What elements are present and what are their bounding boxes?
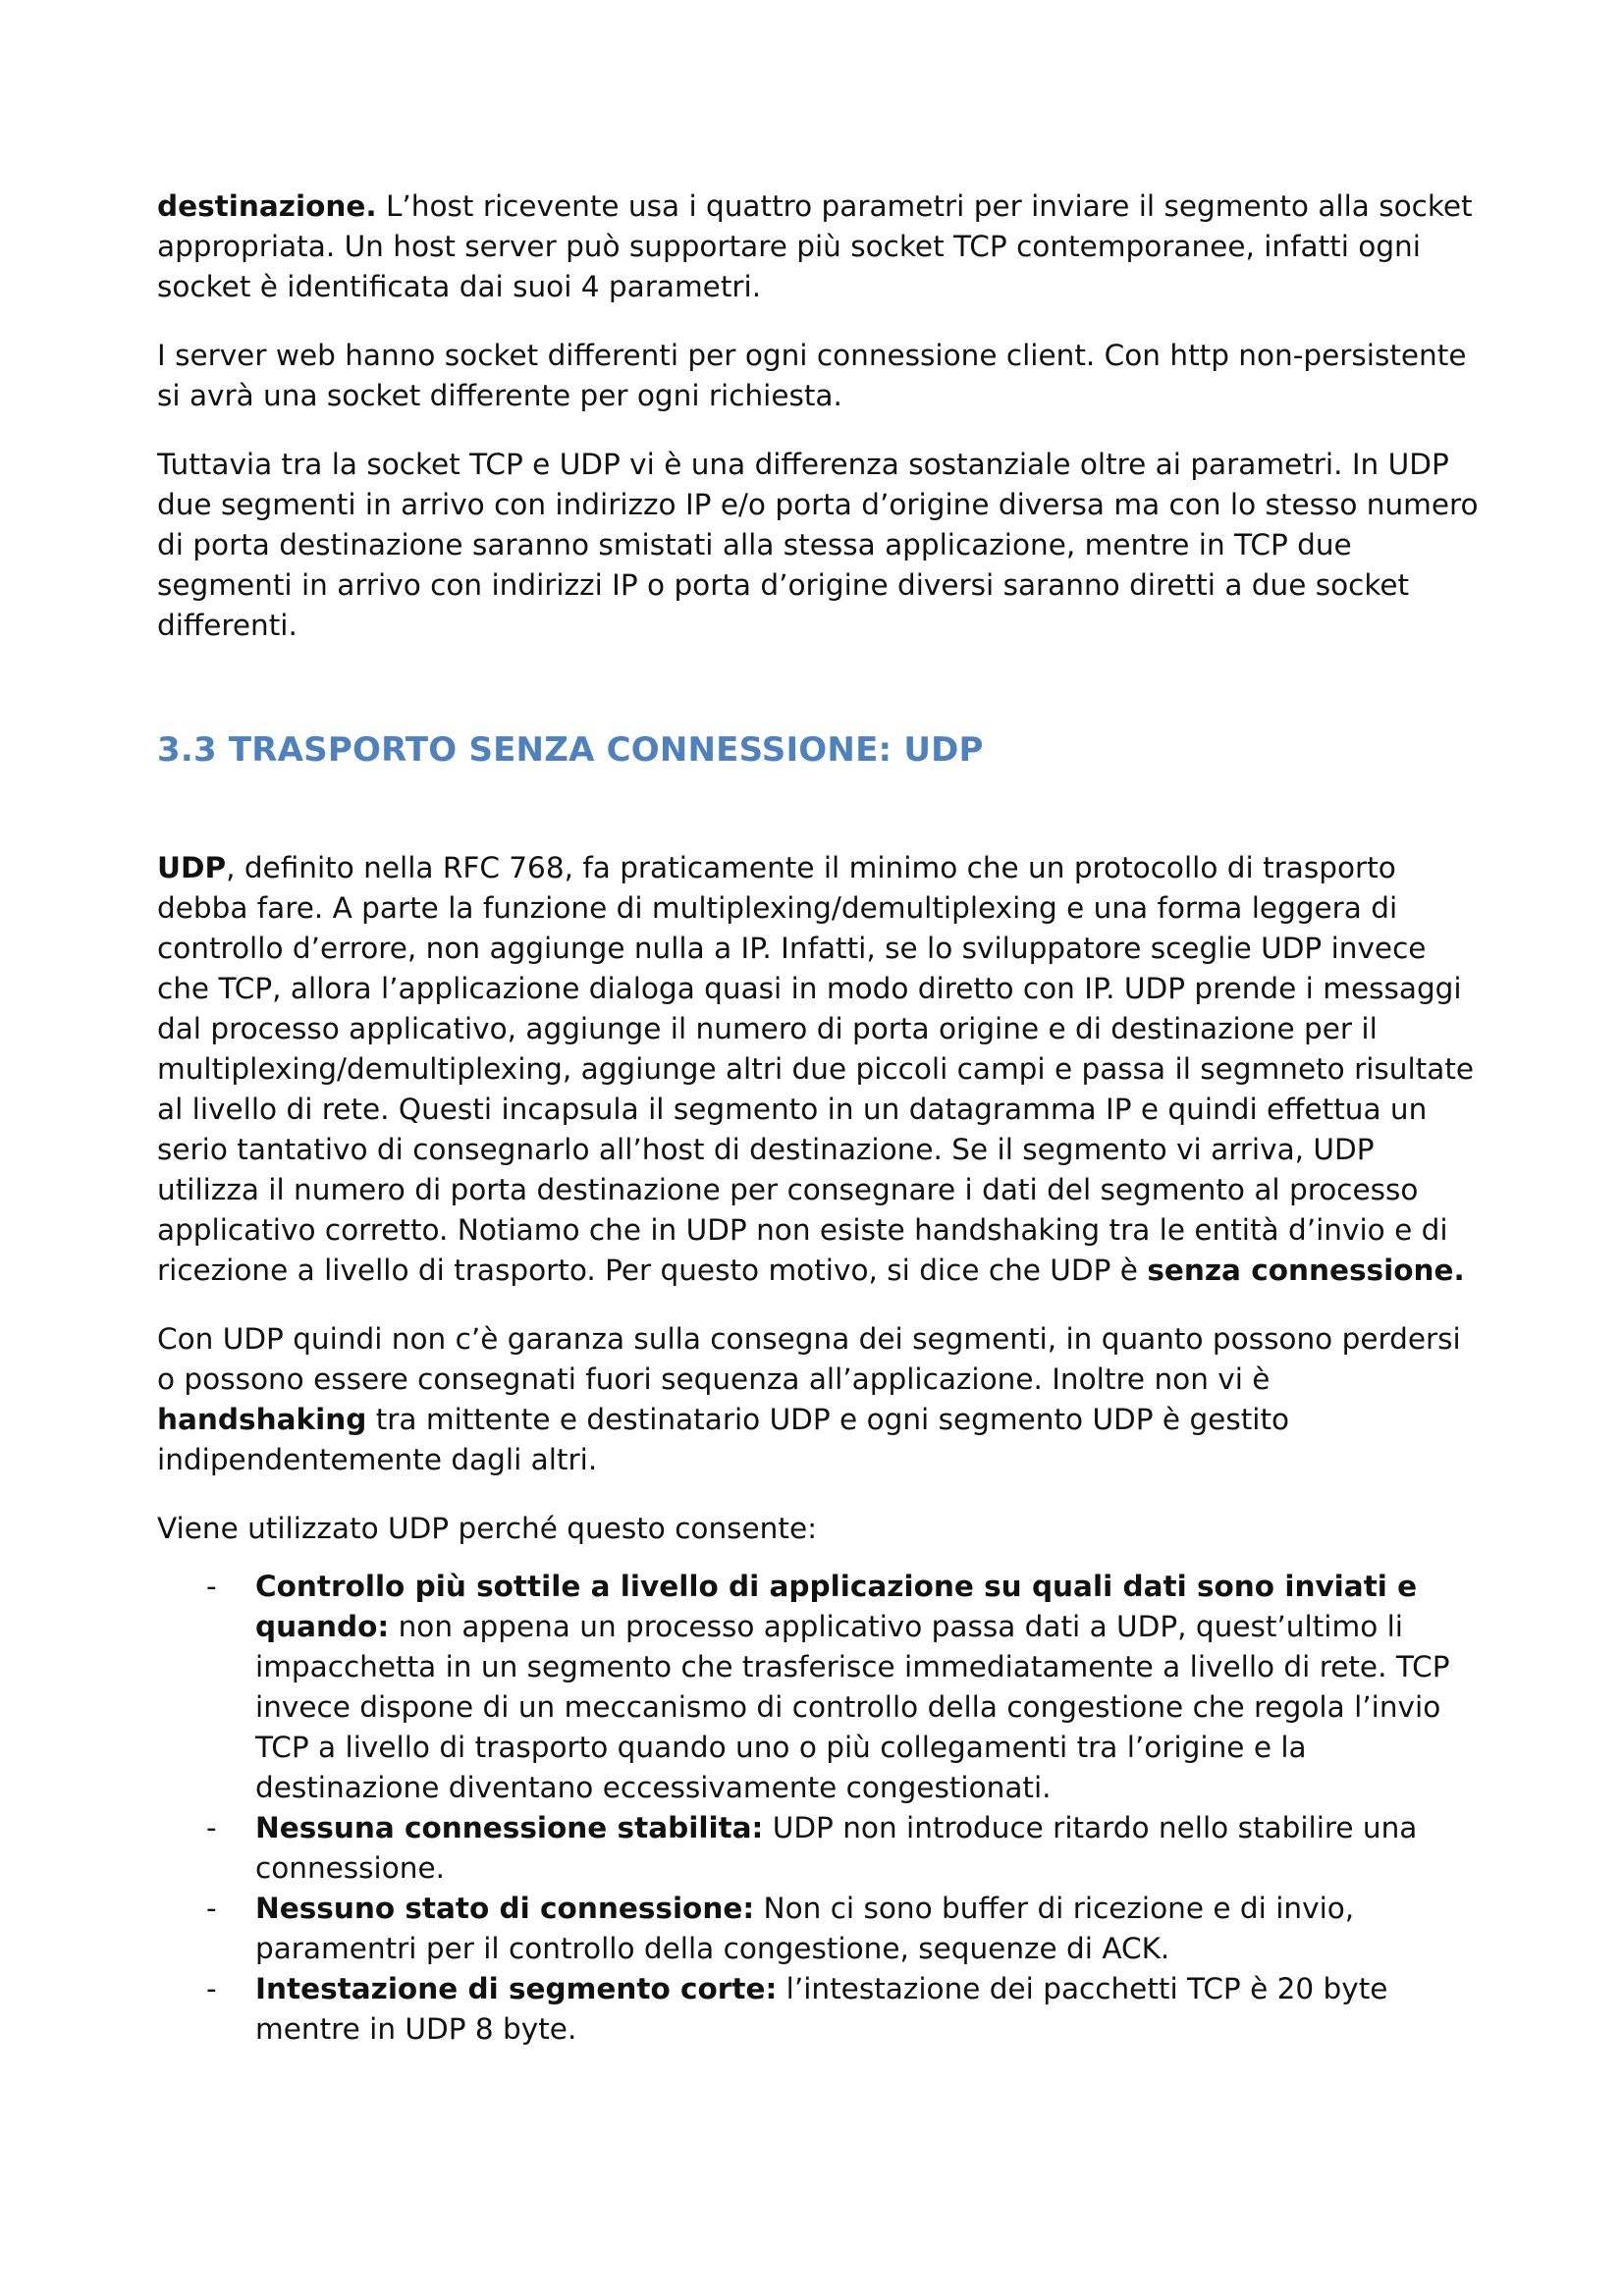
bullet-text: UDP non introduce ritardo nello stabilire una connessione. <box>255 1811 1418 1885</box>
dash-bullet: - <box>206 1972 217 2005</box>
paragraph-demux-params <box>157 187 1483 307</box>
paragraph-text: L’host ricevente usa i quattro parametri per inviare il segmento alla socket appropriata. Un host server può supportare più socket TCP contemporanee, infatti ogni socket è identificata dai suoi 4 parametri. <box>157 189 1473 303</box>
bullet-bold: Nessuno stato di connessione: <box>255 1892 755 1925</box>
list-item <box>157 1808 1483 1889</box>
bullet-bold: Intestazione di segmento corte: <box>255 1972 778 2005</box>
dash-bullet: - <box>206 1892 217 1925</box>
paragraph-text: , definito nella RFC 768, fa praticamente il minimo che un protocollo di trasporto debba fare. A parte la funzione di multiplexing/demultiplexing e una forma leggera di controllo d’errore, non aggiunge nulla a IP. Infatti, se lo sviluppatore sceglie UDP invece che TCP, allora l’applicazione dialoga quasi in modo diretto con IP. UDP prende i messaggi dal processo applicativo, aggiunge il numero di porta origine e di destinazione per il multiplexing/demultiplexing, aggiunge altri due piccoli campi e passa il segmneto risultate al livello di rete. Questi incapsula il segmento in un datagramma IP e quindi effettua un serio tantativo di consegnarlo all’host di destinazione. Se il segmento vi arriva, UDP utilizza il numero di porta destinazione per consegnare i dati del segmento al processo applicativo corretto. Notiamo che in UDP non esiste handshaking tra le entità d’invio e di ricezione a livello di trasporto. Per questo motivo, si dice che UDP è <box>157 851 1475 1287</box>
bold-lead: UDP <box>157 851 227 884</box>
bullet-bold: Nessuna connessione stabilita: <box>255 1811 764 1844</box>
document-page <box>157 187 1483 2050</box>
bullet-text: Non ci sono buffer di ricezione e di invio, paramentri per il controllo della congestione, sequenze di ACK. <box>255 1892 1355 1965</box>
section-heading: 3.3 TRASPORTO SENZA CONNESSIONE: UDP <box>157 730 984 770</box>
list-item <box>157 1969 1483 2050</box>
bold-term: handshaking <box>157 1403 367 1436</box>
paragraph-udp-guarantees <box>157 1319 1483 1480</box>
paragraph-web-servers: I server web hanno socket differenti per ogni connessione client. Con http non-persistente si avrà una socket differente per ogni richiesta. <box>157 339 1467 412</box>
dash-bullet: - <box>206 1811 217 1844</box>
bullet-text: non appena un processo applicativo passa dati a UDP, quest’ultimo li impacchetta in un segmento che trasferisce immediatamente a livello di rete. TCP invece dispone di un meccanismo di controllo della congestione che regola l’invio TCP a livello di trasporto quando uno o più collegamenti tra l’origine e la destinazione diventano eccessivamente congestionati. <box>255 1610 1450 1804</box>
bullet-bold: Controllo più sottile a livello di applicazione su quali dati sono inviati e quando: <box>255 1570 1418 1643</box>
dash-bullet: - <box>206 1570 217 1603</box>
paragraph-text: tra mittente e destinatario UDP e ogni segmento UDP è gestito indipendentemente dagli altri. <box>157 1403 1290 1476</box>
list-item <box>157 1567 1483 1808</box>
bullet-text: l’intestazione dei pacchetti TCP è 20 byte mentre in UDP 8 byte. <box>255 1972 1388 2046</box>
paragraph-tcp-udp-difference: Tuttavia tra la socket TCP e UDP vi è una differenza sostanziale oltre ai parametri. In UDP due segmenti in arrivo con indirizzo IP e/o porta d’origine diversa ma con lo stesso numero di porta destinazione saranno smistati alla stessa applicazione, mentre in TCP due segmenti in arrivo con indirizzi IP o porta d’origine diversi saranno diretti a due socket differenti. <box>157 448 1479 642</box>
paragraph-udp-reasons-intro: Viene utilizzato UDP perché questo consente: <box>157 1512 818 1545</box>
bold-tail: senza connessione. <box>1147 1254 1465 1287</box>
list-item <box>157 1889 1483 1969</box>
udp-reasons-list <box>157 1567 1483 2050</box>
bold-lead: destinazione. <box>157 189 377 223</box>
paragraph-text: Con UDP quindi non c’è garanza sulla consegna dei segmenti, in quanto possono perdersi o possono essere consegnati fuori sequenza all’applicazione. Inoltre non vi è <box>157 1322 1461 1396</box>
paragraph-udp-definition <box>157 848 1483 1291</box>
